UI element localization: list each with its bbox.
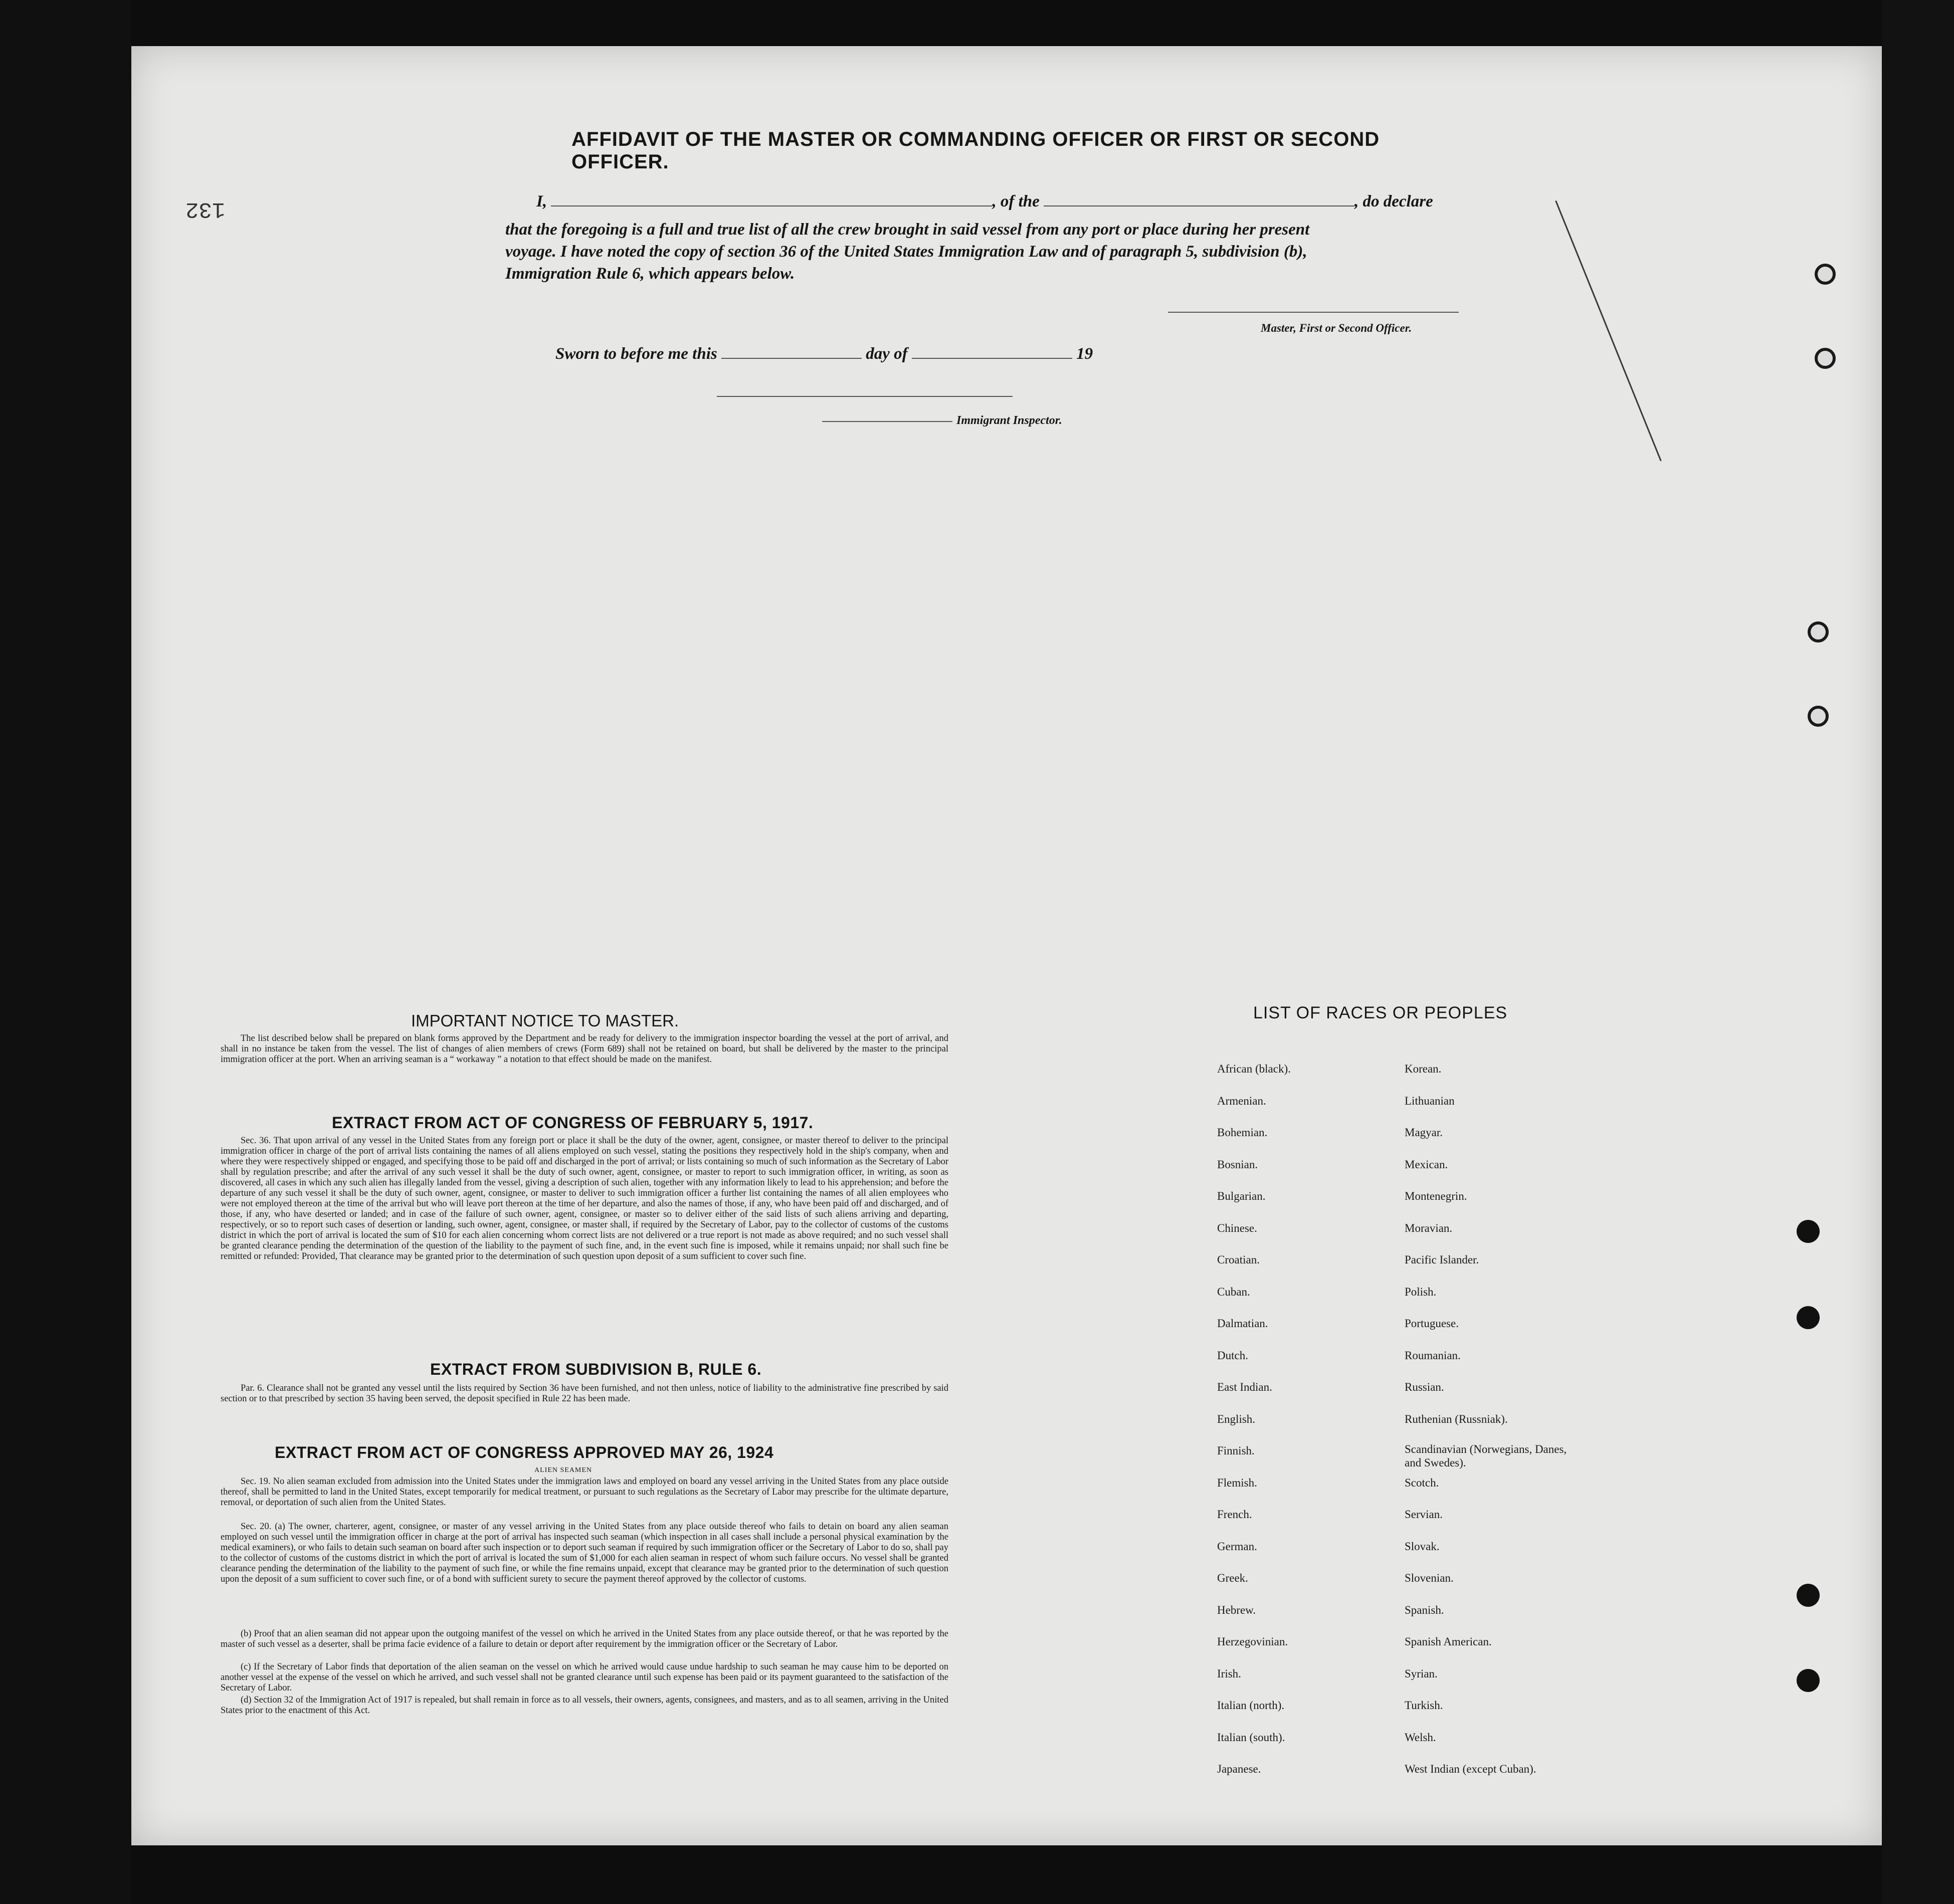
declaration-line-1 — [536, 190, 1489, 213]
race-item: Dalmatian. — [1217, 1317, 1268, 1330]
punch-hole-icon — [1797, 1306, 1820, 1329]
race-item: Scandinavian (Norwegians, Danes, and Swedes). — [1405, 1443, 1567, 1469]
race-item: Lithuanian — [1405, 1094, 1455, 1107]
race-item: East Indian. — [1217, 1381, 1272, 1393]
film-border-left — [0, 0, 131, 1904]
race-item: Armenian. — [1217, 1094, 1266, 1107]
punch-hole-icon — [1808, 621, 1829, 643]
race-item: Slovak. — [1405, 1540, 1440, 1553]
extract-1924-sec20b: (b) Proof that an alien seaman did not appear upon the outgoing manifest of the vessel on which he arrived in the United States from any place outside thereof, or that he was reported by the master of such vessel as a deserter, shall be prima facie evidence of a failure to detain or deport after requirement by the immigration officer or the Secretary of Labor. — [221, 1629, 948, 1649]
race-item: Herzegovinian. — [1217, 1635, 1288, 1648]
affidavit-title: AFFIDAVIT OF THE MASTER OR COMMANDING OFFICER OR FIRST OR SECOND OFFICER. — [571, 128, 1380, 173]
extract-rule6-title: EXTRACT FROM SUBDIVISION B, RULE 6. — [430, 1360, 762, 1378]
sworn-label: Sworn to before me this — [555, 345, 717, 363]
race-item: Magyar. — [1405, 1126, 1443, 1139]
i-label: I, — [536, 192, 547, 210]
punch-hole-icon — [1815, 264, 1836, 285]
extract-1924-subtitle: ALIEN SEAMEN — [534, 1466, 593, 1474]
notice-title: IMPORTANT NOTICE TO MASTER. — [411, 1011, 679, 1030]
race-item: French. — [1217, 1508, 1252, 1521]
extract-1924-sec20d: (d) Section 32 of the Immigration Act of 1917 is repealed, but shall remain in force as to all vessels, their owners, agents, consignees, and masters, and as to all seamen, arriving in the United States prior to the enactment of this Act. — [221, 1695, 948, 1716]
race-item: Bosnian. — [1217, 1158, 1258, 1171]
race-item: Bulgarian. — [1217, 1190, 1266, 1202]
race-item: Turkish. — [1405, 1699, 1443, 1712]
race-item: Croatian. — [1217, 1253, 1260, 1266]
of-the-label: , of the — [992, 192, 1040, 210]
race-item: Spanish. — [1405, 1603, 1444, 1616]
year-label: 19 — [1076, 345, 1093, 363]
race-item: Flemish. — [1217, 1476, 1257, 1489]
vessel-blank[interactable] — [1044, 191, 1354, 206]
race-item: Roumanian. — [1405, 1349, 1461, 1362]
race-item: Ruthenian (Russniak). — [1405, 1412, 1508, 1425]
race-item: Servian. — [1405, 1508, 1443, 1521]
race-item: Dutch. — [1217, 1349, 1248, 1362]
race-item: West Indian (except Cuban). — [1405, 1763, 1536, 1775]
race-item: German. — [1217, 1540, 1257, 1553]
race-item: Irish. — [1217, 1667, 1241, 1680]
signature-label: Master, First or Second Officer. — [1261, 322, 1412, 334]
day-of-label: day of — [866, 345, 908, 363]
race-item: Mexican. — [1405, 1158, 1448, 1171]
extract-1924-sec20a: Sec. 20. (a) The owner, charterer, agent, consignee, or master of any vessel arriving in the United States from any place outside thereof who fails to detain on board any alien seaman employed on such vessel until the immigration officer in charge at the port of arrival has inspected such seaman (which inspection in all cases shall include a personal physical examination by the medical examiners), or who fails to detain such seaman on board after such inspection or to deport such seaman if required by such immigration officer or the Secretary of Labor to do so, shall pay to the collector of customs of the customs district in which the port of arrival is located the sum of $1,000 for each alien seaman in respect of whom such failure occurs. No vessel shall be granted clearance pending the determination of the liability to the payment of such fine, or while the fine remains unpaid, except that clearance may be granted prior to the determination of such question upon the deposit of a sum sufficient to cover such fine, or of a bond with sufficient surety to secure the payment thereof approved by the collector of customs. — [221, 1522, 948, 1584]
race-item: Slovenian. — [1405, 1572, 1454, 1584]
notice-body: The list described below shall be prepared on blank forms approved by the Department and be ready for delivery to the immigration inspector boarding the vessel at the port of arrival, and shall in no instance be taken from the vessel. The list of changes of alien members of crews (Form 689) shall not be retained on board, but shall be delivered by the master to the principal immigration officer at the port. When an arriving seaman is a “ workaway ” a notation to that effect should be made on the manifest. — [221, 1033, 948, 1065]
punch-hole-icon — [1808, 706, 1829, 727]
extract-1924-sec19: Sec. 19. No alien seaman excluded from admission into the United States under the immigration laws and employed on board any vessel arriving in the United States from any place outside thereof, shall be permitted to land in the United States, except temporarily for medical treatment, or pursuant to such regulations as the Secretary of Labor may prescribe for the ultimate departure, removal, or deportation of such alien from the United States. — [221, 1476, 948, 1508]
race-item: African (black). — [1217, 1063, 1291, 1075]
inspector-signature-line[interactable] — [717, 396, 1013, 397]
race-item: Japanese. — [1217, 1763, 1261, 1775]
race-item: Syrian. — [1405, 1667, 1438, 1680]
race-item: Scotch. — [1405, 1476, 1439, 1489]
inspector-line-lead — [822, 421, 952, 422]
race-item: Italian (south). — [1217, 1731, 1285, 1744]
race-item: Italian (north). — [1217, 1699, 1285, 1712]
race-item: Finnish. — [1217, 1444, 1255, 1457]
punch-hole-icon — [1815, 348, 1836, 369]
extract-1917-body: Sec. 36. That upon arrival of any vessel in the United States from any foreign port or place it shall be the duty of the owner, agent, consignee, or master thereof to deliver to the principal immigration officer in charge of the port of arrival lists containing the names of all aliens employed on such vessel, stating the positions they respectively hold in the ship's company, when and where they were respectively shipped or engaged, and specifying those to be paid off and discharged in the port of arrival; or lists containing so much of such information as the Secretary of Labor shall by regulation prescribe; and after the arrival of any such vessel it shall be the duty of such owner, agent, consignee, or master to report to such immigration officer, in writing, as soon as discovered, all cases in which any such alien has illegally landed from the vessel, giving a description of such alien, together with any information likely to lead to his apprehension; and before the departure of any such vessel it shall be the duty of such owner, agent, consignee, or master to deliver to such immigration officer a further list containing the names of all alien employees who were not employed thereon at the time of the arrival but who will leave port thereon at the time of her departure, and also the names of those, if any, who have been paid off and discharged, and of those, if any, who have deserted or landed; and in case of the failure of such owner, agent, consignee, or master so to deliver either of the said lists of such aliens arriving and departing, respectively, or so to report such cases of desertion or landing, such owner, agent, consignee, or master shall, if required by the Secretary of Labor, pay to the collector of customs of the customs district in which the port of arrival is located the sum of $10 for each alien concerning whom correct lists are not delivered or a true report is not made as above required; and no such vessel shall be granted clearance pending the determination of the question of the liability to the payment of such fine, and, in the event such fine is imposed, while it remains unpaid; nor shall such fine be remitted or refunded: Provided, That clearance may be granted prior to the determination of such question upon deposit of a sum sufficient to cover such fine. — [221, 1136, 948, 1261]
punch-hole-icon — [1797, 1669, 1820, 1692]
extract-1924-sec20c: (c) If the Secretary of Labor finds that deportation of the alien seaman on the vessel on which he arrived would cause undue hardship to such seaman he may cause him to be deported on another vessel at the expense of the vessel on which he arrived, and such vessel shall not be granted clearance until such expense has been paid or its payment guaranteed to the satisfaction of the Secretary of Labor. — [221, 1662, 948, 1693]
month-blank[interactable] — [912, 344, 1072, 359]
races-title: LIST OF RACES OR PEOPLES — [1253, 1003, 1508, 1022]
race-item: Montenegrin. — [1405, 1190, 1467, 1202]
race-item: Hebrew. — [1217, 1603, 1256, 1616]
extract-1917-title: EXTRACT FROM ACT OF CONGRESS OF FEBRUARY 5, 1917. — [332, 1114, 814, 1132]
declaration-line-2: that the foregoing is a full and true list of all the crew brought in said vessel from any port or place during her present — [505, 221, 1310, 239]
signature-line[interactable] — [1168, 312, 1459, 313]
punch-hole-icon — [1797, 1220, 1820, 1243]
race-item: Portuguese. — [1405, 1317, 1459, 1330]
film-border-right — [1882, 0, 1954, 1904]
page-number: 132 — [185, 196, 226, 222]
race-item: Pacific Islander. — [1405, 1253, 1479, 1266]
race-item: Korean. — [1405, 1063, 1442, 1075]
declaration-line-4: Immigration Rule 6, which appears below. — [505, 265, 795, 283]
race-item: English. — [1217, 1412, 1256, 1425]
inspector-label: Immigrant Inspector. — [956, 414, 1062, 427]
race-item: Welsh. — [1405, 1731, 1436, 1744]
race-item: Greek. — [1217, 1572, 1248, 1584]
declaration-line-3: voyage. I have noted the copy of section 36 of the United States Immigration Law and of paragraph 5, subdivision (b), — [505, 243, 1307, 261]
race-item: Russian. — [1405, 1381, 1444, 1393]
race-item: Cuban. — [1217, 1285, 1250, 1298]
name-blank[interactable] — [551, 191, 992, 206]
extract-1924-title: EXTRACT FROM ACT OF CONGRESS APPROVED MAY 26, 1924 — [275, 1443, 774, 1461]
sworn-line — [555, 343, 1207, 365]
extract-rule6-body: Par. 6. Clearance shall not be granted any vessel until the lists required by Section 36 have been furnished, and not then unless, notice of liability to the administrative fine prescribed by said section or to that prescribed by section 35 having been served, the deposit specified in Rule 22 has been made. — [221, 1383, 948, 1404]
declare-label: , do declare — [1354, 192, 1433, 210]
race-item: Polish. — [1405, 1285, 1437, 1298]
punch-hole-icon — [1797, 1584, 1820, 1607]
race-item: Bohemian. — [1217, 1126, 1268, 1139]
race-item: Chinese. — [1217, 1221, 1257, 1234]
race-item: Moravian. — [1405, 1221, 1453, 1234]
race-item: Spanish American. — [1405, 1635, 1492, 1648]
day-blank[interactable] — [721, 344, 862, 359]
